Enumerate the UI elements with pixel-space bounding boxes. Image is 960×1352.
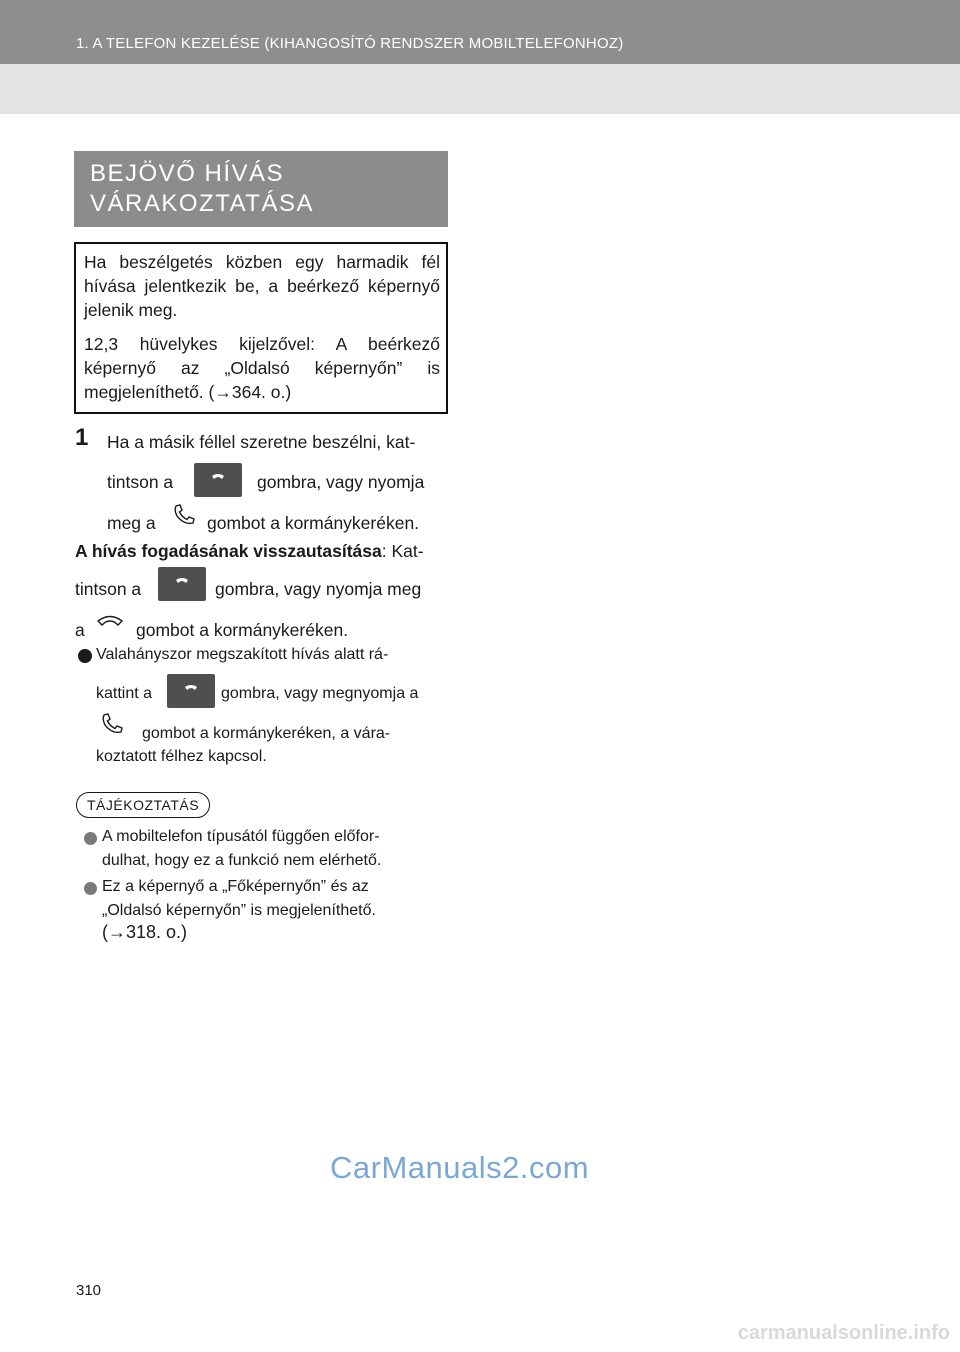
note-dot-1 [84, 832, 97, 845]
page-number: 310 [76, 1282, 102, 1299]
note1-line2: dulhat, hogy ez a funkció nem elérhető. [102, 852, 382, 869]
bullet-line1: Valahányszor megszakított hívás alatt rá- [96, 646, 389, 663]
phone-off-hook-icon [100, 712, 124, 736]
phone-handset-icon [210, 473, 226, 485]
info-label: TÁJÉKOZTATÁS [76, 792, 210, 818]
step1-line3a: meg a [107, 513, 156, 533]
note1-line1: A mobiltelefon típusától függően előfor- [102, 828, 380, 845]
header-band [0, 64, 960, 114]
reject-line2b: gombra, vagy nyomja meg [215, 579, 422, 599]
phone-hangup-icon [174, 577, 190, 589]
reject-line1 [75, 541, 424, 562]
reject-button-icon [158, 567, 206, 601]
phone-on-hook-icon [96, 612, 124, 630]
note2-line2: „Oldalsó képernyőn” is megjeleníthető. [102, 902, 376, 919]
chapter-title: 1. A TELEFON KEZELÉSE (KIHANGOSÍTÓ RENDSZER MOBILTELEFONHOZ) [76, 35, 624, 52]
watermark: CarManuals2.com [330, 1150, 590, 1185]
reject-title: A hívás fogadásának visszautasítása [75, 541, 382, 561]
reject-line3b: gombot a kormánykeréken. [136, 620, 349, 640]
phone-handset-icon [183, 684, 199, 696]
section-heading-box [74, 151, 448, 227]
info-paragraph-1: Ha beszélgetés közben egy harmadik fél hívása jelentkezik be, a beérkező képernyő jelenik meg. [84, 252, 440, 320]
answer-button-icon [194, 463, 242, 497]
bullet-line4: koztatott félhez kapcsol. [96, 748, 267, 765]
bullet-line2b: gombra, vagy megnyomja a [221, 685, 419, 702]
bullet-line3: gombot a kormánykeréken, a vára- [142, 725, 391, 742]
note2-line3: (→318. o.) [102, 922, 188, 942]
info-box [74, 242, 448, 414]
footer-site-mark: carmanualsonline.info [737, 1322, 950, 1344]
step1-line2b: gombra, vagy nyomja [257, 472, 425, 492]
info-paragraph-2: 12,3 hüvelykes kijelzővel: A beérkező képernyő az „Oldalsó képernyőn” is megjeleníthető. (→364. o.) [84, 334, 440, 402]
step1-line2a: tintson a [107, 472, 174, 492]
bullet-dot [78, 649, 92, 663]
section-title: BEJÖVŐ HÍVÁS VÁRAKOZTATÁSA [90, 160, 314, 217]
step-number: 1 [75, 424, 89, 451]
step1-line1: Ha a másik féllel szeretne beszélni, kat- [107, 432, 416, 452]
reject-line2a: tintson a [75, 579, 142, 599]
reject-line3a: a [75, 620, 85, 640]
header-bar [0, 0, 960, 64]
phone-off-hook-icon [172, 503, 196, 527]
answer-button-icon-2 [167, 674, 215, 708]
bullet-line2a: kattint a [96, 685, 153, 702]
note2-line1: Ez a képernyő a „Főképernyőn” és az [102, 878, 369, 895]
reject-line1-rest: : Kat- [381, 541, 424, 561]
step1-line3b: gombot a kormánykeréken. [207, 513, 420, 533]
note-dot-2 [84, 882, 97, 895]
